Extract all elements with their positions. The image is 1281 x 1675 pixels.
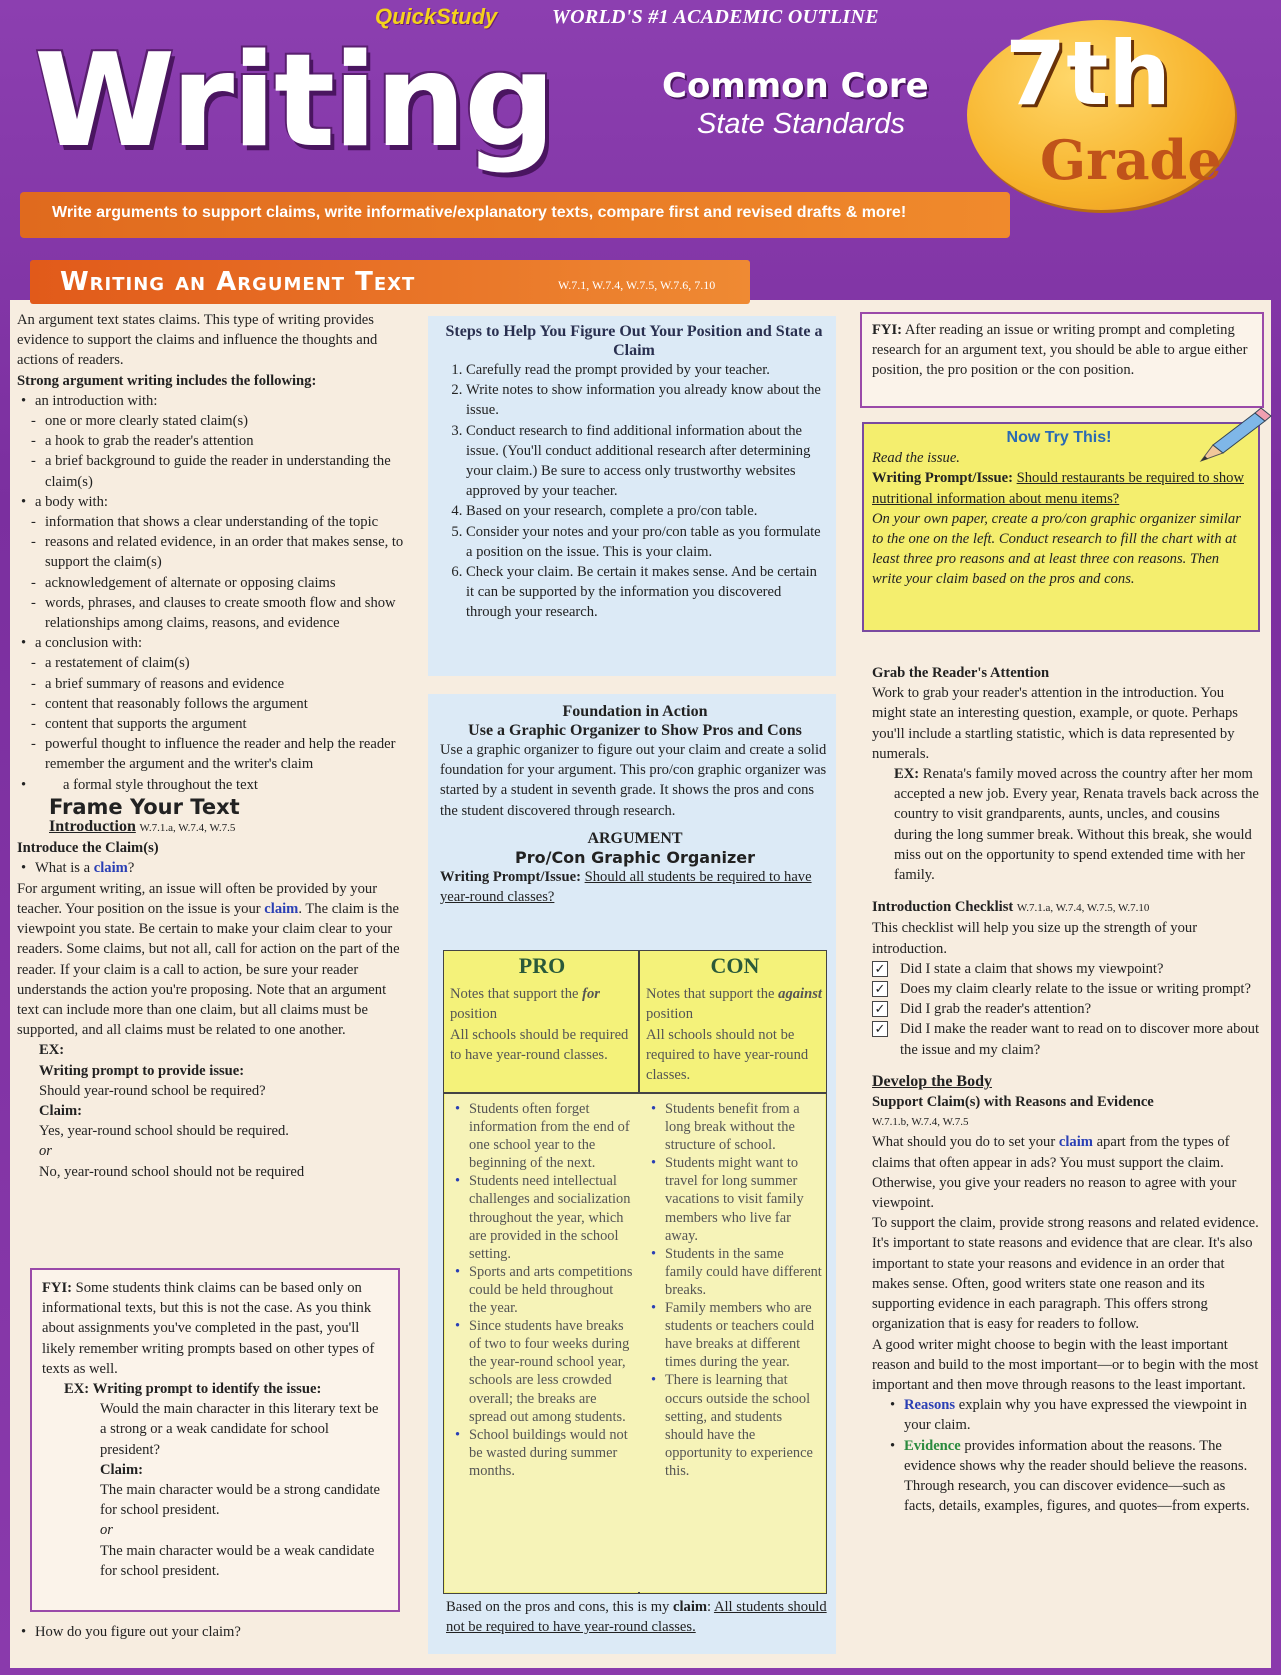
support-heading: Support Claim(s) with Reasons and Evidence [872,1094,1154,1111]
step-item: 6. Check your claim. Be certain it makes sense. And be certain it can be supported by the information you discovered through your research. [466,562,828,623]
section-standards: W.7.1, W.7.4, W.7.5, W.7.6, 7.10 [558,278,716,292]
claim-paragraph [17,879,407,1041]
now-try-read: Read the issue. [872,450,960,467]
con-position: All schools should not be required to have year-round classes. [646,1026,809,1084]
list-item: - a brief background to guide the reader in understanding the claim(s) [17,451,407,491]
list-item: - content that supports the argument [17,714,407,734]
text: position [450,1006,498,1023]
grab-heading: Grab the Reader's Attention [872,665,1050,681]
column-3 [872,663,1260,1516]
text: . The claim is the viewpoint you state. Be certain to make your claim clear to your readers. Some claims, but not all, call for action on the part of the reader. If your claim is a call to action, be sure your reader understands the action you're proposing. Note that an argument text can include more than one claim, but all claims must be supported, and all claims must be related to one another. [17,900,400,1039]
list-item: - a restatement of claim(s) [17,653,407,673]
con-header-cell [646,953,824,1085]
con-heading: CON [710,953,760,978]
pro-item: • Since students have breaks of two to four weeks during the year-round school year, schools are less crowded overall; the breaks are spread out among students. [455,1317,633,1426]
support-paragraph-2: To support the claim, provide strong reasons and related evidence. It's important to state reasons and evidence that are clear. It's also important to state your reasons and evidence in an order that makes sense. Often, good writers state one reason and its supporting evidence in each paragraph. This offers strong organization that is easy for readers to follow. [872,1215,1259,1333]
list-item: • an introduction with: [17,391,407,411]
fyi-label: FYI: [42,1280,72,1296]
body-heading: Develop the Body [872,1072,992,1090]
pro-item: • School buildings would not be wasted during summer months. [455,1426,633,1480]
step-item: 3. Conduct research to find additional information about the issue. (You'll conduct additional research after determining your claim.) Be sure to access only trustworthy websites approved by your teacher. [466,421,828,502]
list-item: - a brief summary of reasons and evidence [17,674,407,694]
description-text: Write arguments to support claims, write informative/explanatory texts, compare first and revised drafts & more! [52,204,907,221]
list-item: - powerful thought to influence the reader and help the reader remember the argument and the writer's claim [17,734,407,774]
checkbox-icon[interactable]: ✓ [872,1021,888,1037]
claim-text: All students should not be required to have year-round classes. [446,1599,827,1636]
grab-text: Work to grab your reader's attention in the introduction. You might state an interesting question, example, or quote. Perhaps you'll include a startling statistic, which is data represented by numerals. [872,685,1238,762]
pro-list-cell [455,1100,633,1480]
ex-label: EX: [64,1381,90,1398]
foundation-content [440,702,830,907]
argument-title: ARGUMENT [587,829,683,847]
text: Notes that support the [450,986,583,1003]
or-text: or [100,1522,113,1539]
writing-prompt-text: Should year-round school be required? [39,1082,266,1099]
claim-no: No, year-round school should not be required [39,1163,305,1180]
checkbox-icon[interactable]: ✓ [872,1001,888,1017]
steps-title: Steps to Help You Figure Out Your Position and State a Claim [445,323,823,359]
claim-term: claim [93,860,128,877]
checklist-text: Did I state a claim that shows my viewpoint? [900,960,1164,977]
steps-content [440,322,828,623]
pro-item: • Sports and arts competitions could be held throughout the year. [455,1263,633,1317]
wp-text: Should restaurants be required to show nutritional information about menu items? [872,470,1244,507]
checklist-text: Did I make the reader want to read on to discover more about the issue and my claim? [900,1021,1260,1058]
page-title: Writing [34,27,554,176]
claim-heading: Claim: [39,1102,82,1119]
example-text: Renata's family moved across the country after her mom accepted a new job. Every year, Renata travels back across the country to visit grandparents, aunts, uncles, and cousins during the long summer break. Without this break, she would miss out on the opportunity to spend extended time with her family. [894,766,1259,884]
step-item: 4. Based on your research, complete a pro/con table. [466,501,828,521]
foundation-text: Use a graphic organizer to figure out your claim and create a solid foundation for your argument. This pro/con graphic organizer was started by a student in seventh grade. It shows the pros and cons the student discovered through research. [440,742,827,819]
pro-heading: PRO [518,953,566,978]
now-try-content [872,428,1246,590]
checkbox-icon[interactable]: ✓ [872,981,888,997]
claim-term: claim [1058,1134,1093,1151]
strong-heading: Strong argument writing includes the following: [17,372,317,389]
step-item: 1. Carefully read the prompt provided by your teacher. [466,360,828,380]
pro-item: • Students need intellectual challenges and socialization throughout the year, which are provided in the school setting. [455,1172,633,1262]
list-item: • a conclusion with: [17,633,407,653]
fyi-text: Some students think claims can be based only on informational texts, but this is not the case. As you think about assignments you've completed in the past, you'll likely remember writing prompts based on other types of texts as well. [42,1280,375,1377]
checklist-standards: W.7.1.a, W.7.4, W.7.5, W.7.10 [1016,902,1150,915]
fyi-prompt-heading: Writing prompt to identify the issue: [92,1381,322,1398]
steps-list [440,360,828,623]
list-item: - one or more clearly stated claim(s) [17,411,407,431]
checkbox-icon[interactable]: ✓ [872,961,888,977]
list-item: - a hook to grab the reader's attention [17,431,407,451]
intro-heading: Introduction [49,818,136,836]
list-item [17,775,407,795]
argument-list [17,391,407,795]
fyi-2-content [872,320,1252,381]
step-item: 2. Write notes to show information you already know about the issue. [466,380,828,420]
con-item: • Students might want to travel for long summer vacations to visit family members who live far away. [651,1154,823,1244]
checklist [872,959,1260,1060]
fyi-claim-heading: Claim: [100,1461,143,1478]
fyi-claim-weak: The main character would be a weak candidate for school president. [100,1542,375,1579]
checklist-heading: Introduction Checklist [872,899,1014,916]
description-bar [20,192,1010,238]
support-paragraph-3: A good writer might choose to begin with the least important reason and build to the most important—or to begin with the most important and then move through reasons to the least important. [872,1336,1259,1393]
reasons-item [886,1395,1260,1435]
frame-title: Frame Your Text [49,794,240,819]
section-title: Writing an Argument Text [60,267,416,297]
list-item: • How do you figure out your claim? [17,1622,397,1642]
list-item: - words, phrases, and clauses to create smooth flow and show relationships among claims, reasons, and evidence [17,593,407,633]
text: provides information about the reasons. The evidence shows why the reader should believe the reasons. Through research, you can discover evidence—such as facts, details, examples, figures, and quotes—from experts. [904,1437,1250,1515]
now-try-title: Now Try This! [1006,429,1112,446]
evidence-term: Evidence [904,1437,961,1454]
foundation-title: Foundation in Action [562,703,708,720]
list-item: - content that reasonably follows the argument [17,694,407,714]
checklist-text: Does my claim clearly relate to the issue or writing prompt? [900,981,1251,998]
con-item: • Students in the same family could have different breaks. [651,1245,823,1299]
grab-example [872,764,1260,885]
step-item: 5. Consider your notes and your pro/con table as you formulate a position on the issue. This is your claim. [466,522,828,562]
list-item: - reasons and related evidence, in an order that makes sense, to support the claim(s) [17,532,407,572]
checklist-item [872,979,1260,999]
text: against [778,986,822,1003]
claim-statement [446,1597,830,1637]
wp-label: Writing Prompt/Issue: [872,470,1013,487]
fyi-prompt-text: Would the main character in this literary text be a strong or a weak candidate for school president? [100,1401,379,1458]
fyi-claim-strong: The main character would be a strong candidate for school president. [100,1482,380,1519]
evidence-item [886,1436,1260,1517]
reasons-term: Reasons [904,1397,956,1414]
con-item: • There is learning that occurs outside the school setting, and students should have the opportunity to experience this. [651,1371,823,1480]
writing-prompt-heading: Writing prompt to provide issue: [39,1062,245,1079]
text: ? [127,860,135,877]
con-item: • Students benefit from a long break without the structure of school. [651,1100,823,1154]
wp-text: Should all students be required to have year-round classes? [440,868,812,906]
pro-position: All schools should be required to have year-round classes. [450,1026,629,1063]
subtitle-state-standards: State Standards [697,108,905,140]
con-list-cell [651,1100,823,1480]
con-list [651,1100,823,1480]
checklist-text: Did I grab the reader's attention? [900,1001,1092,1018]
ex-label: EX: [894,766,920,783]
text: explain why you have expressed the viewpoint in your claim. [904,1397,1247,1434]
grade-number: 7th [1005,22,1171,125]
text: Notes that support the [646,986,779,1003]
fyi-label: FYI: [872,322,902,338]
text: : [707,1599,714,1615]
column-1 [17,310,407,1182]
text: What is a [35,860,94,877]
fyi-text: After reading an issue or writing prompt and completing research for an argument text, you should be able to argue either position, the pro position or the con position. [872,322,1248,379]
ex-label: EX: [39,1042,65,1059]
claim-term: claim [264,900,299,917]
pro-header-cell [450,953,634,1065]
text: for [582,986,600,1003]
text: claim [673,1599,708,1615]
text: apart from the types of claims that often appear in ads? You must support the claim. Otherwise, you give your readers no reason to agree with your viewpoint. [872,1134,1237,1212]
list-item: - information that shows a clear understanding of the topic [17,512,407,532]
last-question [17,1622,397,1642]
checklist-text: This checklist will help you size up the strength of your introduction. [872,920,1198,957]
list-item: • a body with: [17,492,407,512]
tagline: WORLD'S #1 ACADEMIC OUTLINE [552,6,879,28]
intro-text: An argument text states claims. This type of writing provides evidence to support the claims and influence the thoughts and actions of readers. [17,312,378,369]
con-item: • Family members who are students or teachers could have breaks at different times during the year. [651,1299,823,1371]
fyi-1-content [42,1278,387,1581]
claim-question [17,858,407,878]
text: Based on the pros and cons, this is my [446,1599,673,1615]
support-standards: W.7.1.b, W.7.4, W.7.5 [872,1116,969,1129]
foundation-subtitle: Use a Graphic Organizer to Show Pros and Cons [468,722,802,739]
list-item: - acknowledgement of alternate or opposing claims [17,573,407,593]
list-item-text: a formal style throughout the text [63,776,258,793]
checklist-item [872,1019,1260,1059]
checklist-item [872,959,1260,979]
brand-logo: QuickStudy [375,4,498,29]
claim-yes: Yes, year-round school should be required. [39,1123,289,1140]
section-header [30,260,750,304]
organizer-title: Pro/Con Graphic Organizer [514,847,756,867]
subtitle-common-core: Common Core [662,66,929,106]
wp-label: Writing Prompt/Issue: [440,868,581,885]
pro-list [455,1100,633,1480]
text: For argument writing, an issue will often be provided by your teacher. Your position on the issue is your [17,880,378,917]
intro-standards: W.7.1.a, W.7.4, W.7.5 [139,822,236,835]
text: position [646,1006,694,1023]
pro-item: • Students often forget information from the end of one school year to the beginning of the next. [455,1100,633,1172]
or-text: or [39,1143,52,1160]
claims-heading: Introduce the Claim(s) [17,840,159,857]
header [0,0,1281,250]
checklist-item [872,999,1260,1019]
text: What should you do to set your [872,1134,1059,1151]
grade-word: Grade [1040,128,1222,192]
now-try-instructions: On your own paper, create a pro/con graphic organizer similar to the one on the left. Conduct research to fill the chart with at least three pro reasons and at least three con reasons. Then write your claim based on the pros and cons. [872,510,1241,588]
